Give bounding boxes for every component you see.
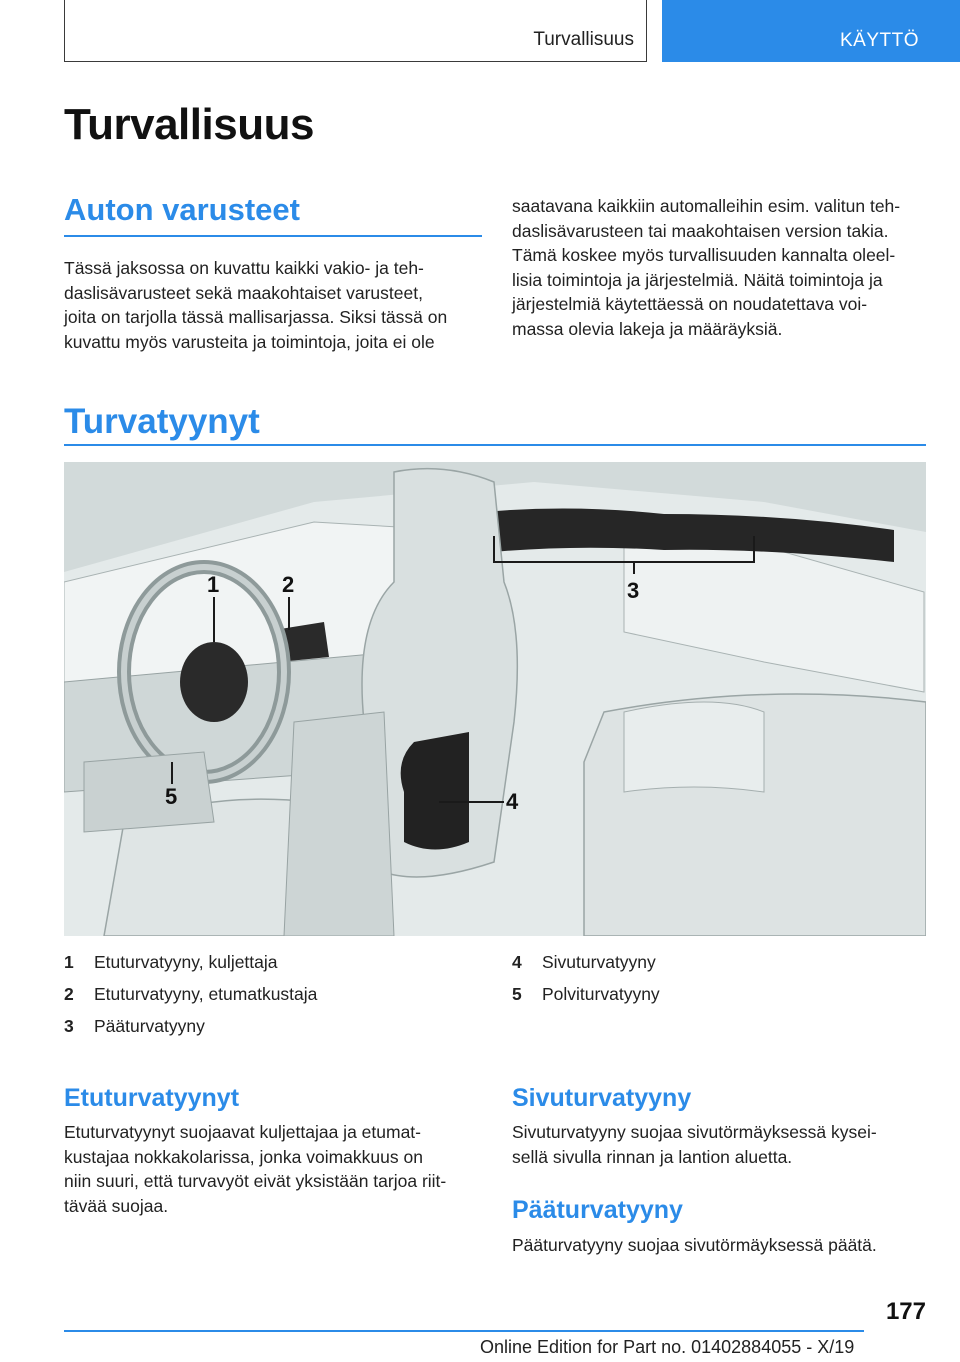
heading-rule — [64, 444, 926, 446]
callout-2: 2 — [282, 572, 295, 597]
callout-4: 4 — [506, 789, 519, 814]
legend-number: 4 — [512, 952, 522, 972]
heading-auton-varusteet: Auton varusteet — [64, 192, 300, 227]
page-title: Turvallisuus — [64, 100, 314, 149]
legend-item — [64, 978, 317, 1010]
legend-label: Pääturvatyyny — [94, 1016, 205, 1036]
heading-paaturvatyyny: Pääturvatyyny — [512, 1196, 683, 1224]
text-line: Sivuturvatyyny suojaa sivutörmäyksessä kysei‐ — [512, 1122, 877, 1142]
text-line: niin suuri, että turvavyöt eivät yksistään tarjoa riit‐ — [64, 1171, 447, 1191]
header-chapter-label: KÄYTTÖ — [840, 30, 920, 51]
text-line: Tämä koskee myös turvallisuuden kannalta oleel‐ — [512, 245, 896, 265]
airbag-illustration — [64, 462, 926, 936]
page-number: 177 — [885, 1298, 926, 1325]
legend-label: Etuturvatyyny, kuljettaja — [94, 952, 278, 972]
legend-label: Etuturvatyyny, etumatkustaja — [94, 984, 318, 1004]
legend-list-left — [64, 946, 317, 1042]
text-line: daslisävarusteet sekä maakohtaiset varusteet, — [64, 282, 423, 303]
header-section-title: Turvallisuus — [533, 29, 634, 50]
text-line: sellä sivulla rinnan ja lantion aluetta. — [512, 1146, 793, 1167]
text-line: Etuturvatyynyt suojaavat kuljettajaa ja etumat‐ — [64, 1122, 421, 1142]
callout-5: 5 — [165, 784, 178, 809]
callout-3: 3 — [627, 578, 640, 603]
paragraph-sivuturvatyyny — [512, 1120, 877, 1169]
text-line: daslisävarusteen tai maakohtaisen version takia. — [512, 220, 889, 241]
text-line: saatavana kaikkiin automalleihin esim. valitun teh‐ — [512, 196, 901, 216]
callout-1: 1 — [207, 572, 220, 597]
footer-rule — [64, 1330, 864, 1332]
legend-label: Polviturvatyyny — [542, 984, 660, 1004]
legend-item — [512, 946, 660, 978]
legend-label: Sivuturvatyyny — [542, 952, 656, 972]
legend-number: 5 — [512, 984, 522, 1004]
paragraph-auton-right — [512, 194, 900, 341]
text-line: järjestelmiä käytettäessä on noudatettava voi‐ — [512, 294, 868, 314]
heading-turvatyynyt: Turvatyynyt — [64, 402, 260, 441]
header-chapter-tab[interactable] — [662, 0, 960, 62]
legend-number: 3 — [64, 1016, 74, 1036]
text-line: massa olevia lakeja ja määräyksiä. — [512, 318, 783, 339]
legend-number: 1 — [64, 952, 74, 972]
legend-item — [64, 946, 317, 978]
legend-item — [512, 978, 660, 1010]
legend-number: 2 — [64, 984, 74, 1004]
footer-edition-text: Online Edition for Part no. 01402884055 - X/19 — [480, 1337, 855, 1357]
heading-sivuturvatyyny: Sivuturvatyyny — [512, 1084, 692, 1112]
paragraph-paaturvatyyny — [512, 1233, 877, 1258]
header-section-box — [64, 0, 647, 62]
paragraph-etuturvatyynyt — [64, 1120, 446, 1218]
text-line: joita on tarjolla tässä mallisarjassa. Siksi tässä on — [64, 307, 448, 327]
legend-item — [64, 1010, 317, 1042]
text-line: tävää suojaa. — [64, 1195, 169, 1216]
text-line: lisia toimintoja ja järjestelmiä. Näitä toimintoja ja — [512, 269, 883, 290]
car-interior-drawing — [64, 462, 926, 936]
text-line: Tässä jaksossa on kuvattu kaikki vakio- ja teh‐ — [64, 258, 424, 278]
legend-list-right — [512, 946, 660, 1010]
text-line: kustajaa nokkakolarissa, jonka voimakkuus on — [64, 1146, 423, 1167]
heading-etuturvatyynyt: Etuturvatyynyt — [64, 1084, 240, 1112]
heading-rule — [64, 235, 482, 237]
text-line: kuvattu myös varusteita ja toimintoja, joita ei ole — [64, 331, 435, 352]
text-line: Pääturvatyyny suojaa sivutörmäyksessä päätä. — [512, 1235, 877, 1255]
paragraph-auton-left — [64, 256, 447, 354]
